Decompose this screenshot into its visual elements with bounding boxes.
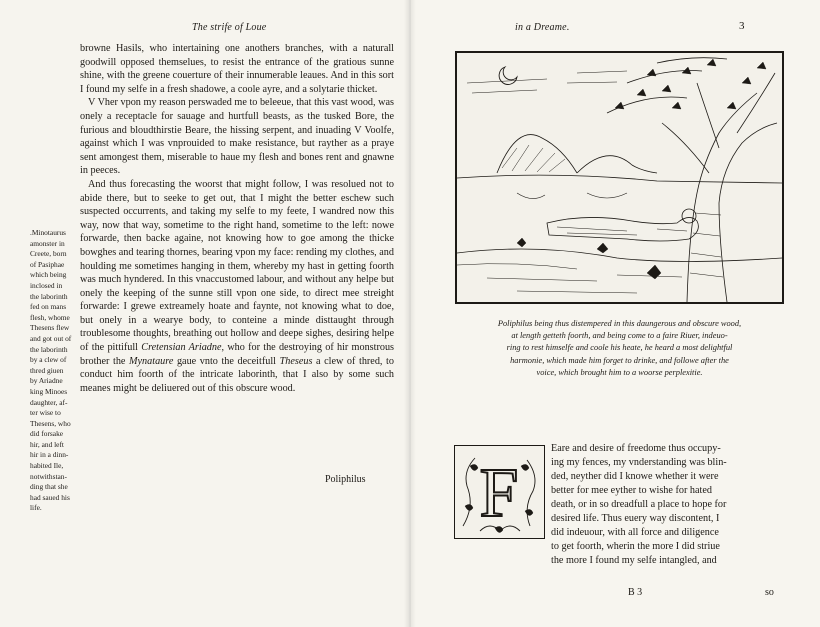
page-number: 3 [739,20,745,32]
text-run: browne Hasils, who intertaining one anothers branches, with a naturall goodwill opposed themselues, to resist the entrance of the gratious sunne shine, with the greene couerture of their innumerable leaues. And in this sort I found my selfe in a fresh shadowe, a coole ayre, and a solytarie thicket. [80,43,394,95]
margin-note-line: Creete, born [30,249,67,259]
book-gutter [404,0,416,627]
margin-note-line: notwithstan- [30,471,67,481]
woodcut-illustration [455,51,784,304]
woodcut-drawing [457,53,782,302]
running-head-left: The strife of Loue [192,22,267,33]
running-head-right: in a Dreame. [515,22,570,33]
margin-note-line: by Ariadne [30,376,63,386]
margin-note-line: inclosed in [30,280,63,290]
margin-note-line: amonster in [30,238,65,248]
caption-line: ring to rest himselfe and coole his heate, he heard a most delightful [506,343,733,353]
body-line: better for mee eyther to wishe for hated [551,485,712,496]
caption-line: at length getteth foorth, and being come to a faire Riuer, indeuo- [511,331,728,341]
text-run: a clew of thred, to conduct him foorth of the intricate laborinth, that I also by some such meanes might be deliuered out of this obscure wood. [80,355,394,394]
margin-note-line: by a clew of [30,355,67,365]
initial-ornament [455,446,544,538]
body-line: Eare and desire of freedome thus occupy- [551,443,721,454]
body-line: ded, neyther did I knowe whether it were [551,471,719,482]
right-page-body [551,442,783,568]
text-run: And thus forecasting the woorst that might follow, I was resolued not to abide there, but to seeke to get out, that I might the better eschew such suspected occurrents, and taking my selfe to my feete, I wandred now this way, now that way, sometime to the right hand, sometime to the left: nowe forwarde, then backe againe, not knowing how to goe among the thicke bowghes and tearing thornes, bearing vpon my face: rending my clothes, and houlding me sometimes hanging in them, whereby my hast in getting foorth was much hyndered. In this vnaccustomed labour, and without any helpe but onely the keeping of the sunne still vpon one side, to direct mee streight forwarde: I grewe extreamely hoate and faynte, not knowing what to doe, but onely in a wearye body, to conteine a minde disttaught through troublesome thoughts, breathing out hollow and deepe sighes, desiring helpe of the pittifull [80,178,394,354]
drop-cap-letter: F [479,455,519,532]
caption-line: harmonie, which made him forget to drinke, and followe after the [510,355,729,365]
body-line: death, or in so dreadfull a place to hope for [551,499,727,510]
margin-note-line: thred giuen [30,365,64,375]
body-line: to get foorth, wherin the more I did striue [551,541,720,552]
catchword: so [765,587,774,598]
margin-note-line: the laborinth [30,291,68,301]
body-line: did indeuour, with all force and diligence [551,527,719,538]
woodcut-caption [453,318,786,379]
margin-note-line: ding that she [30,482,68,492]
left-page-body [80,42,394,395]
decorated-initial [454,445,545,539]
signature-poliphilus: Poliphilus [325,474,366,485]
margin-note-line: ter wise to [30,408,61,418]
text-run: V Vher vpon my reason perswaded me to beleeue, that this vast wood, was onely a receptacle for sauage and hurtfull beasts, as the tusked Bore, the furious and bloudthirstie Beare, the hissing serpent, and inuading V Voolfe, against which I was vnprouided to make resistance, but rayther as a praye sent amongest them, miserable to haue my flesh and bones rent and gnawne in peeces. [80,97,394,177]
margin-note-line: flesh, whome [30,312,70,322]
body-line: ing my fences, my vnderstanding was blin- [551,457,727,468]
margin-note-line: Thesens flew [30,323,70,333]
caption-line: Poliphilus being thus distempered in this daungerous and obscure wood, [497,319,742,328]
margin-note-line: hir, and left [30,439,64,449]
margin-note-line: did forsake [30,429,64,439]
margin-note-line: life. [30,503,42,513]
margin-note-line: had saued his [30,492,70,502]
margin-note-line: Thesens, who [30,418,71,428]
margin-note-line: habited Ile, [30,461,64,471]
margin-note-line: daughter, af- [30,397,68,407]
margin-note-line: the laborinth [30,344,68,354]
body-line: the more I found my selfe intangled, and [551,555,717,566]
signature-mark: B 3 [628,587,643,598]
italic-name: Cretensian Ariadne [141,342,222,354]
italic-name: Mynataure [129,355,174,367]
margin-note-line: king Minoes [30,386,68,396]
margin-note-line: and got out of [30,333,72,343]
body-line: desired life. Thus euery way discontent, I [551,513,720,524]
italic-name: Theseus [279,355,313,367]
margin-note-line: which being [30,270,67,280]
paragraph [80,96,394,178]
paragraph [80,178,394,396]
text-run: gaue vnto the deceitfull [173,355,280,367]
margin-note-line: of Pasiphae [30,259,65,269]
margin-note-line: .Minotaurus [30,228,66,237]
paragraph [80,42,394,96]
margin-note-minotaurus [30,228,79,514]
text-run: , who for the destroying of hir monstrous brother the [80,342,395,367]
margin-note-line: fed on mans [30,302,67,312]
caption-line: voice, which brought him to a woorse perplexitie. [536,367,703,377]
margin-note-line: hir in a dinn- [30,450,69,460]
